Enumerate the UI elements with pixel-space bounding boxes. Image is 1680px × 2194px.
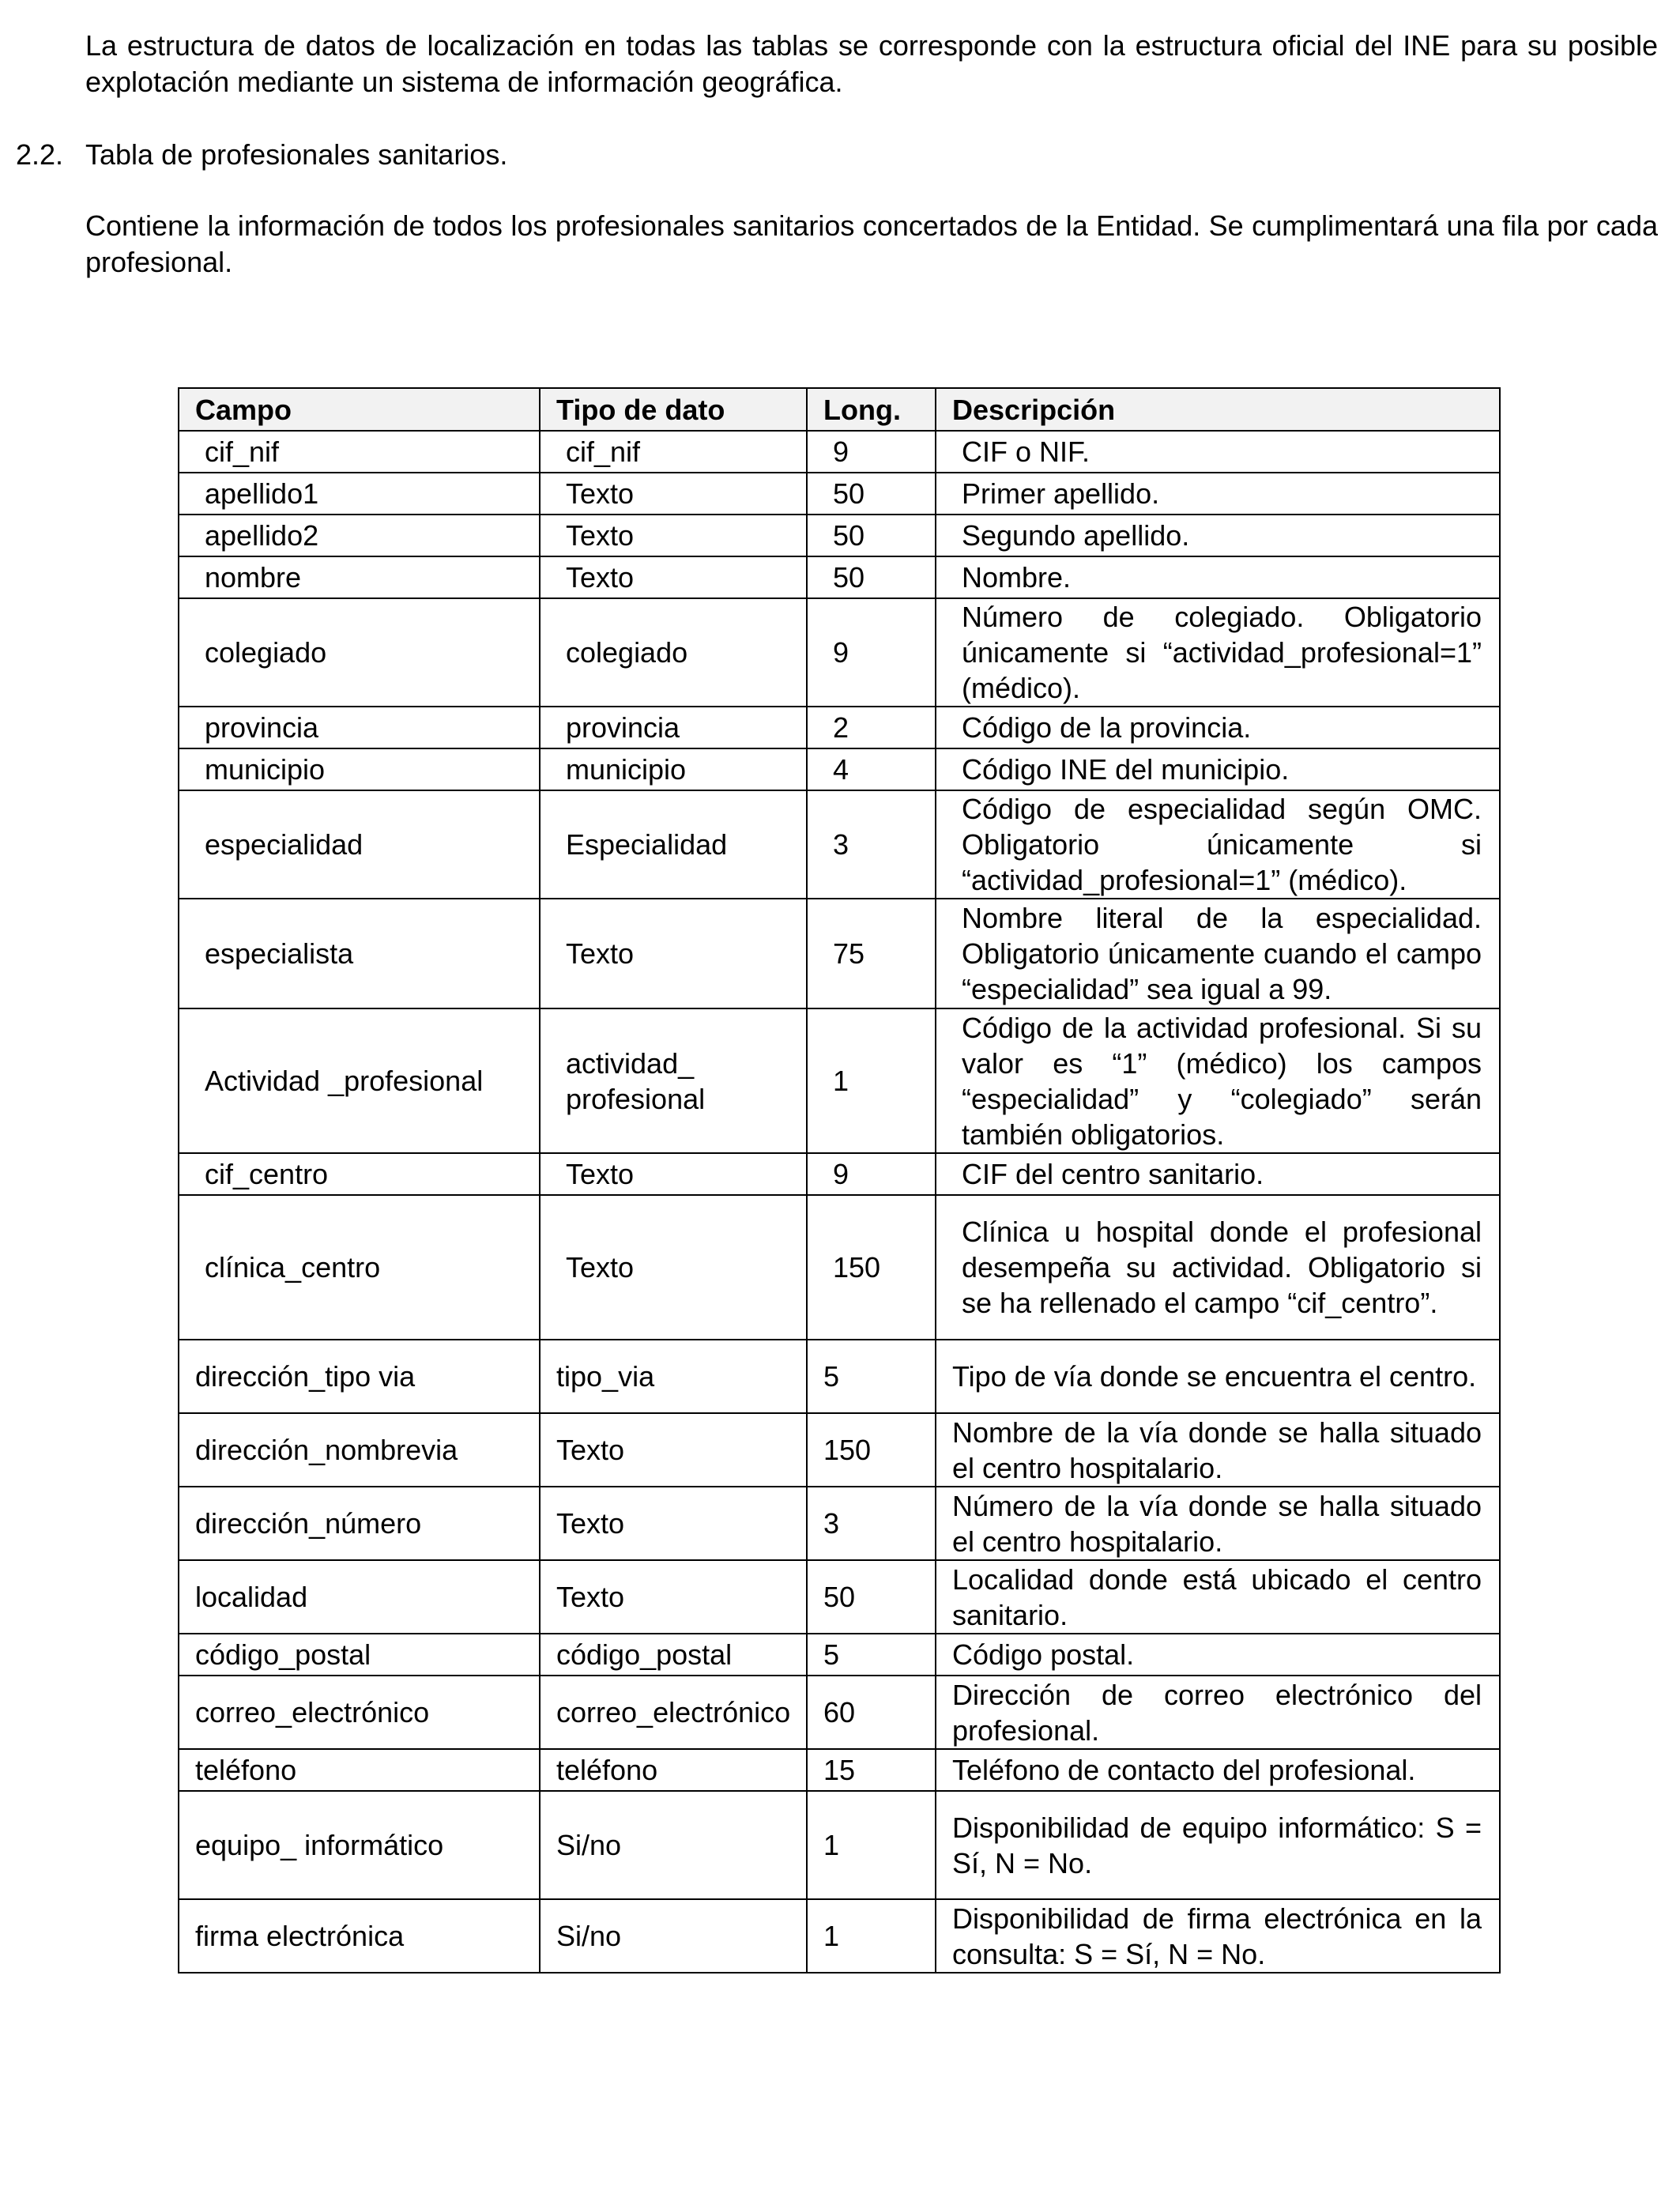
cell-campo: cif_nif: [179, 431, 540, 473]
table-row: [179, 598, 1500, 707]
cell-campo: cif_centro: [179, 1153, 540, 1195]
table-row: [179, 1791, 1500, 1899]
cell-campo: nombre: [179, 556, 540, 598]
cell-descripcion: Código de la provincia.: [936, 707, 1500, 748]
cell-long: 2: [807, 707, 936, 748]
cell-long: 3: [807, 790, 936, 899]
cell-descripcion: Clínica u hospital donde el profesional desempeña su actividad. Obligatorio si se ha rellenado el campo “cif_centro”.: [936, 1195, 1500, 1340]
cell-tipo: Especialidad: [540, 790, 807, 899]
cell-tipo: Texto: [540, 473, 807, 515]
cell-tipo: Texto: [540, 515, 807, 556]
table-row: [179, 1676, 1500, 1749]
table-row: [179, 473, 1500, 515]
cell-descripcion: CIF del centro sanitario.: [936, 1153, 1500, 1195]
cell-long: 1: [807, 1791, 936, 1899]
cell-descripcion: CIF o NIF.: [936, 431, 1500, 473]
cell-long: 50: [807, 1560, 936, 1634]
cell-campo: código_postal: [179, 1634, 540, 1676]
cell-tipo: Texto: [540, 556, 807, 598]
table-row: [179, 1899, 1500, 1973]
table-row: [179, 707, 1500, 748]
section-number: 2.2.: [16, 138, 64, 171]
table-body: [179, 431, 1500, 1973]
table-row: [179, 515, 1500, 556]
cell-campo: dirección_nombrevia: [179, 1413, 540, 1487]
cell-descripcion: Segundo apellido.: [936, 515, 1500, 556]
table-row: [179, 1195, 1500, 1340]
cell-descripcion: Nombre literal de la especialidad. Obligatorio únicamente cuando el campo “especialidad” sea igual a 99.: [936, 899, 1500, 1008]
table-row: [179, 790, 1500, 899]
cell-descripcion: Código postal.: [936, 1634, 1500, 1676]
cell-long: 15: [807, 1749, 936, 1791]
header-campo: Campo: [179, 388, 540, 431]
cell-descripcion: Nombre de la vía donde se halla situado el centro hospitalario.: [936, 1413, 1500, 1487]
cell-tipo: Texto: [540, 1195, 807, 1340]
cell-long: 150: [807, 1413, 936, 1487]
cell-tipo: tipo_via: [540, 1340, 807, 1413]
cell-tipo: Texto: [540, 899, 807, 1008]
cell-long: 50: [807, 473, 936, 515]
cell-campo: especialidad: [179, 790, 540, 899]
header-tipo-de-dato: Tipo de dato: [540, 388, 807, 431]
cell-tipo: código_postal: [540, 1634, 807, 1676]
cell-descripcion: Nombre.: [936, 556, 1500, 598]
cell-long: 9: [807, 431, 936, 473]
cell-descripcion: Código INE del municipio.: [936, 748, 1500, 790]
table-row: [179, 1413, 1500, 1487]
header-long: Long.: [807, 388, 936, 431]
cell-tipo: municipio: [540, 748, 807, 790]
cell-campo: apellido1: [179, 473, 540, 515]
cell-long: 1: [807, 1899, 936, 1973]
cell-tipo: Texto: [540, 1487, 807, 1560]
cell-long: 5: [807, 1634, 936, 1676]
intro-paragraph: La estructura de datos de localización en todas las tablas se corresponde con la estructura oficial del INE para su posible explotación mediante un sistema de información geográfica.: [85, 29, 1658, 98]
table-row: [179, 431, 1500, 473]
cell-descripcion: Número de la vía donde se halla situado el centro hospitalario.: [936, 1487, 1500, 1560]
cell-tipo: Texto: [540, 1413, 807, 1487]
table-header-row: [179, 388, 1500, 431]
cell-long: 3: [807, 1487, 936, 1560]
table-row: [179, 1340, 1500, 1413]
cell-descripcion: Disponibilidad de equipo informático: S = Sí, N = No.: [936, 1791, 1500, 1899]
section-heading: [16, 137, 507, 173]
cell-tipo: Si/no: [540, 1791, 807, 1899]
cell-tipo: Si/no: [540, 1899, 807, 1973]
professionals-table: [178, 387, 1501, 1973]
cell-campo: clínica_centro: [179, 1195, 540, 1340]
cell-descripcion: Número de colegiado. Obligatorio únicamente si “actividad_profesional=1” (médico).: [936, 598, 1500, 707]
table-row: [179, 1487, 1500, 1560]
table-row: [179, 1560, 1500, 1634]
cell-long: 50: [807, 556, 936, 598]
cell-campo: apellido2: [179, 515, 540, 556]
cell-long: 9: [807, 1153, 936, 1195]
cell-descripcion: Teléfono de contacto del profesional.: [936, 1749, 1500, 1791]
section-title: Tabla de profesionales sanitarios.: [85, 138, 508, 171]
cell-long: 75: [807, 899, 936, 1008]
cell-tipo: provincia: [540, 707, 807, 748]
cell-campo: especialista: [179, 899, 540, 1008]
table-row: [179, 899, 1500, 1008]
cell-descripcion: Código de la actividad profesional. Si su valor es “1” (médico) los campos “especialidad” y “colegiado” serán también obligatorios.: [936, 1008, 1500, 1153]
cell-campo: provincia: [179, 707, 540, 748]
cell-campo: correo_electrónico: [179, 1676, 540, 1749]
cell-tipo: actividad_ profesional: [540, 1008, 807, 1153]
cell-long: 4: [807, 748, 936, 790]
cell-campo: localidad: [179, 1560, 540, 1634]
cell-campo: firma electrónica: [179, 1899, 540, 1973]
table-row: [179, 556, 1500, 598]
cell-campo: equipo_ informático: [179, 1791, 540, 1899]
cell-descripcion: Disponibilidad de firma electrónica en la consulta: S = Sí, N = No.: [936, 1899, 1500, 1973]
cell-tipo: Texto: [540, 1560, 807, 1634]
cell-tipo: colegiado: [540, 598, 807, 707]
cell-tipo: correo_electrónico: [540, 1676, 807, 1749]
cell-descripcion: Primer apellido.: [936, 473, 1500, 515]
cell-tipo: cif_nif: [540, 431, 807, 473]
cell-descripcion: Código de especialidad según OMC. Obligatorio únicamente si “actividad_profesional=1” (médico).: [936, 790, 1500, 899]
cell-long: 5: [807, 1340, 936, 1413]
cell-long: 9: [807, 598, 936, 707]
cell-campo: dirección_tipo via: [179, 1340, 540, 1413]
section-paragraph: Contiene la información de todos los profesionales sanitarios concertados de la Entidad. Se cumplimentará una fila por cada profesional.: [85, 209, 1658, 278]
table-row: [179, 748, 1500, 790]
cell-long: 60: [807, 1676, 936, 1749]
cell-campo: teléfono: [179, 1749, 540, 1791]
table-row: [179, 1634, 1500, 1676]
cell-long: 1: [807, 1008, 936, 1153]
cell-campo: dirección_número: [179, 1487, 540, 1560]
cell-tipo: teléfono: [540, 1749, 807, 1791]
cell-descripcion: Tipo de vía donde se encuentra el centro.: [936, 1340, 1500, 1413]
cell-campo: Actividad _profesional: [179, 1008, 540, 1153]
cell-campo: colegiado: [179, 598, 540, 707]
table-row: [179, 1008, 1500, 1153]
cell-long: 50: [807, 515, 936, 556]
header-descripcion: Descripción: [936, 388, 1500, 431]
table-row: [179, 1153, 1500, 1195]
cell-long: 150: [807, 1195, 936, 1340]
table-row: [179, 1749, 1500, 1791]
cell-descripcion: Localidad donde está ubicado el centro sanitario.: [936, 1560, 1500, 1634]
cell-campo: municipio: [179, 748, 540, 790]
cell-tipo: Texto: [540, 1153, 807, 1195]
cell-descripcion: Dirección de correo electrónico del profesional.: [936, 1676, 1500, 1749]
